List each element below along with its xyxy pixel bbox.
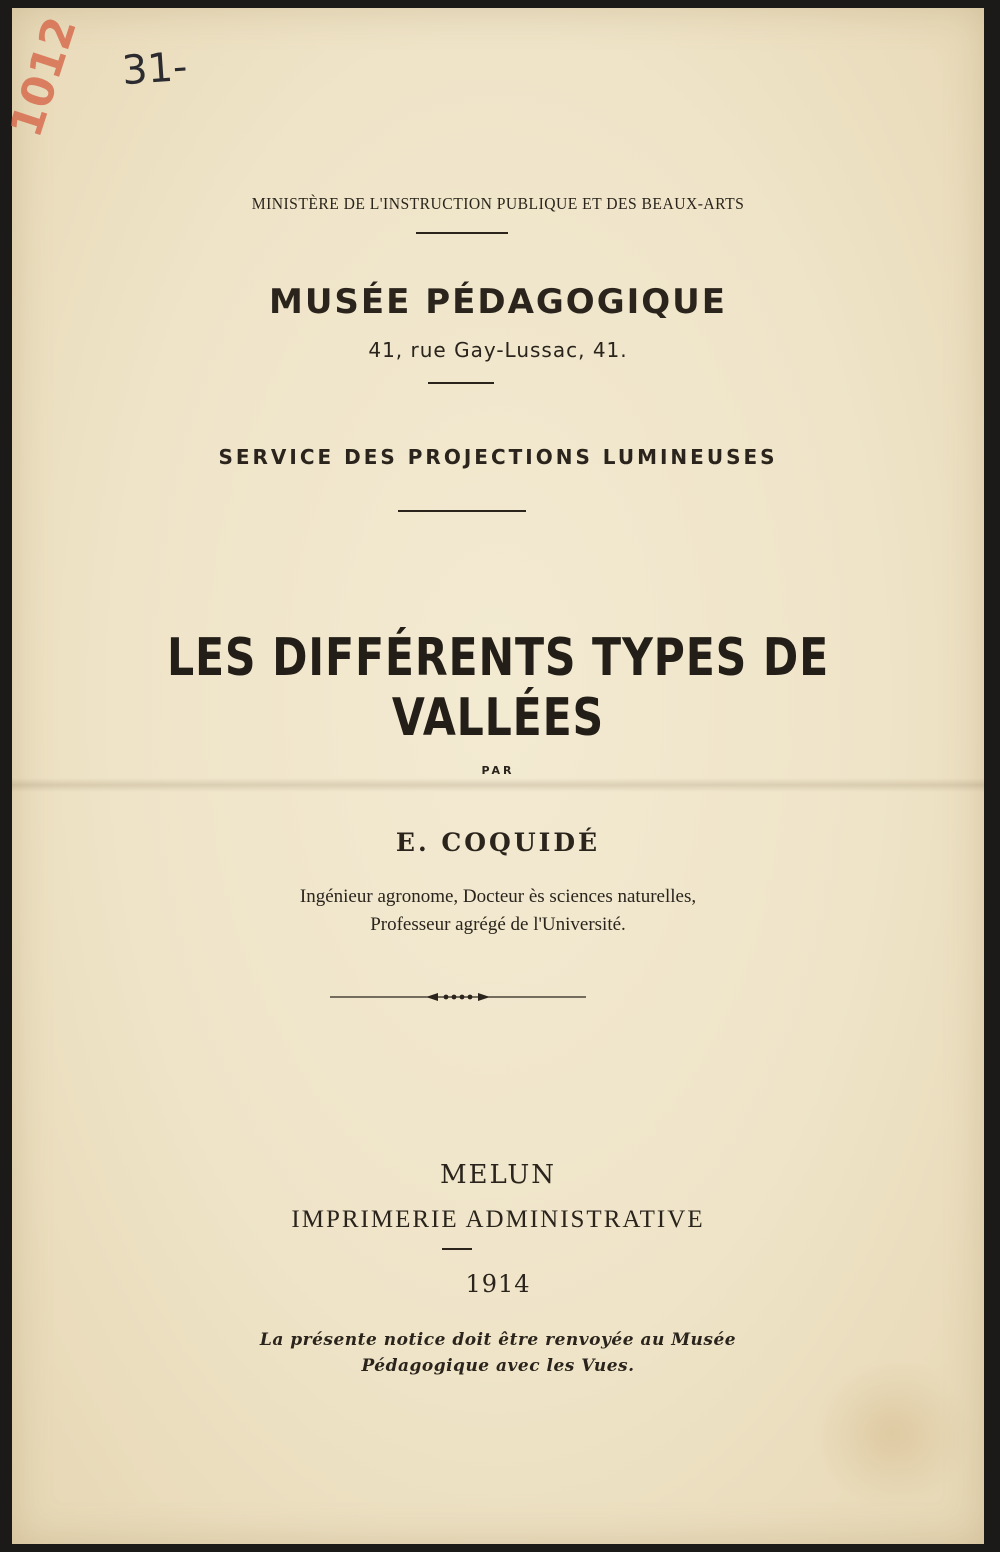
author-name: E. COQUIDÉ (395, 828, 601, 857)
printer-name: IMPRIMERIE ADMINISTRATIVE (291, 1206, 705, 1233)
ministry-heading: MINISTÈRE DE L'INSTRUCTION PUBLIQUE ET DES BEAUX-ARTS (251, 194, 745, 213)
publication-year: 1914 (465, 1270, 531, 1298)
return-notice-line-1: La présente notice doit être renvoyée au Musée (259, 1330, 737, 1350)
paper-fold (12, 778, 984, 792)
author-credentials-line-1: Ingénieur agronome, Docteur ès sciences naturelles, (299, 886, 697, 907)
ornament-divider (330, 990, 586, 1004)
museum-name: MUSÉE PÉDAGOGIQUE (268, 282, 727, 322)
return-notice-line-2: Pédagogique avec les Vues. (361, 1356, 635, 1376)
author-credentials-line-2: Professeur agrégé de l'Université. (370, 914, 626, 935)
paper-stain (812, 1358, 972, 1508)
handwritten-note: 31- (120, 43, 189, 95)
service-heading: SERVICE DES PROJECTIONS LUMINEUSES (218, 445, 778, 469)
divider-rule (442, 1248, 472, 1250)
printing-city: MELUN (439, 1160, 557, 1190)
museum-address: 41, rue Gay-Lussac, 41. (368, 338, 628, 362)
red-pencil-mark: 1012 (0, 11, 87, 144)
divider-rule (416, 232, 508, 234)
divider-rule (398, 510, 526, 512)
document-title: LES DIFFÉRENTS TYPES DE VALLÉES (166, 628, 830, 748)
divider-rule (428, 382, 494, 384)
by-label: PAR (481, 764, 515, 777)
document-page (0, 8, 984, 1544)
